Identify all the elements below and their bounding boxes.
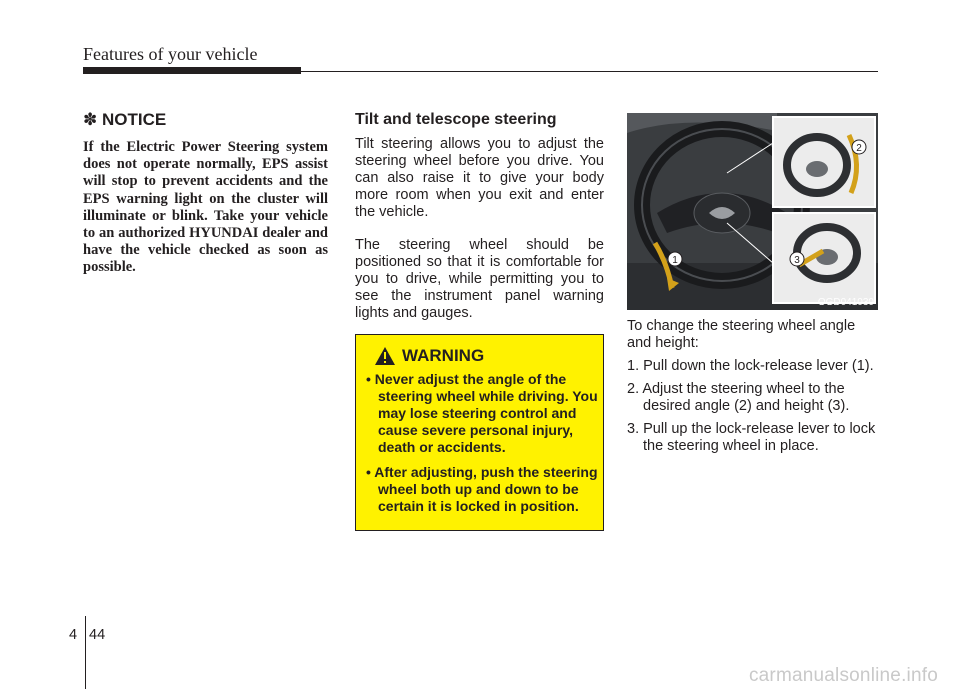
page-number: 44 <box>89 627 106 643</box>
warning-header <box>374 345 484 367</box>
callout-2: 2 <box>856 143 862 154</box>
warning-triangle-icon <box>374 346 396 366</box>
step-item: 1. Pull down the lock-release lever (1). <box>627 358 874 374</box>
header-rule <box>301 71 878 72</box>
warning-item: • Never adjust the angle of the steering wheel while driving. You may lose steering control and cause severe personal injury, death or accidents. <box>366 371 598 455</box>
step-item: 2. Adjust the steering wheel to the desired angle (2) and height (3). <box>627 381 850 414</box>
page-header-title: Features of your vehicle <box>83 44 258 64</box>
steering-figure <box>627 113 878 310</box>
section-paragraph: The steering wheel should be positioned so that it is comfortable for you to drive, while permitting you to see the instrument panel warning lights and gauges. <box>355 237 604 321</box>
warning-item: • After adjusting, push the steering wheel both up and down to be certain it is locked in position. <box>366 464 598 514</box>
chapter-number: 4 <box>69 627 78 643</box>
warning-box <box>355 334 604 531</box>
instructions-intro: To change the steering wheel angle and height: <box>627 318 856 351</box>
tilt-section <box>355 111 604 338</box>
notice-title: ✽ NOTICE <box>83 110 167 129</box>
notice-box <box>83 110 328 277</box>
steering-wheel-illustration <box>627 113 878 310</box>
steps-list <box>627 358 878 455</box>
instructions <box>627 318 878 461</box>
warning-title: WARNING <box>402 346 485 365</box>
callout-1: 1 <box>672 255 678 266</box>
header-bar <box>83 67 301 74</box>
notice-body: If the Electric Power Steering system does not operate normally, EPS assist will stop to prevent accidents and the EPS warning light on the cluster will illuminate or blink. Take your vehicle to an authorized HYUNDAI dealer and have the vehicle checked as soon as possible. <box>83 139 328 276</box>
figure-code: OGD041030 <box>817 297 874 308</box>
callout-3: 3 <box>794 255 800 266</box>
watermark: carmanualsonline.info <box>748 665 938 686</box>
warning-list <box>364 371 598 523</box>
section-paragraph: Tilt steering allows you to adjust the steering wheel before you drive. You can also raise it to give your body more room when you exit and enter the vehicle. <box>355 136 604 220</box>
footer-divider <box>85 616 86 689</box>
section-title: Tilt and telescope steering <box>355 111 557 128</box>
step-item: 3. Pull up the lock-release lever to lock the steering wheel in place. <box>627 421 876 454</box>
